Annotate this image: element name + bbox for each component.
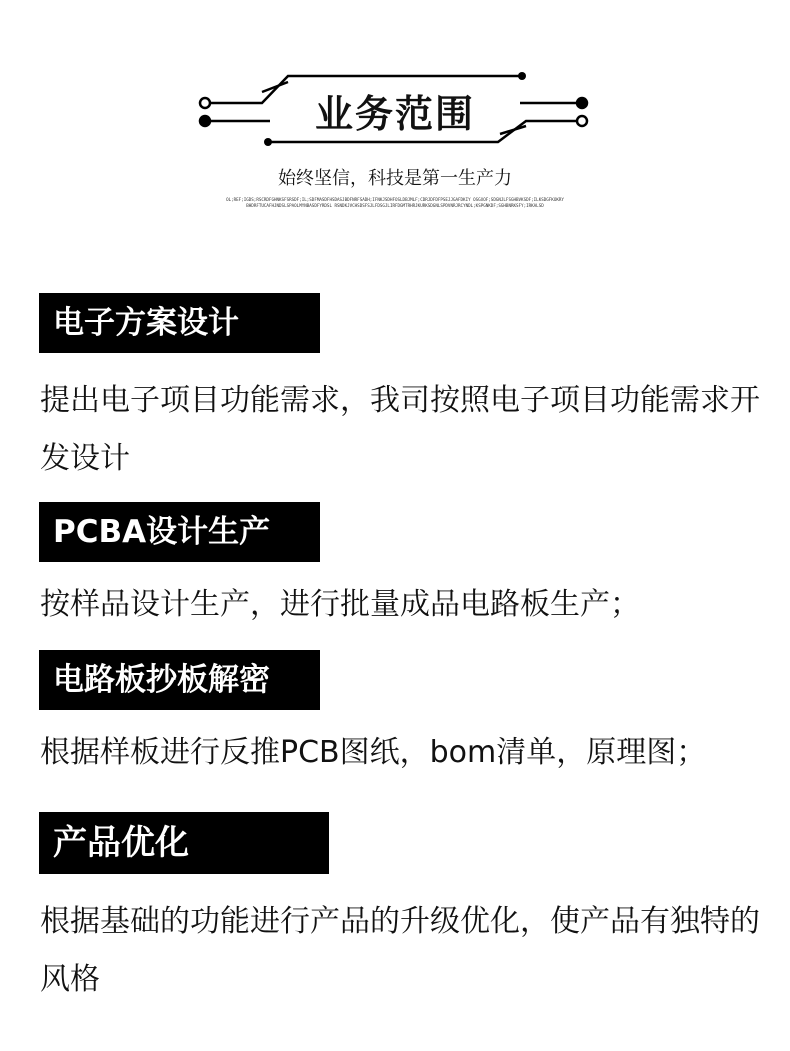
section-body-pcb-copy: 根据样板进行反推PCB图纸，bom清单，原理图； [40,735,707,770]
section-heading-electronic-design: 电子方案设计 [39,293,320,353]
page-subtitle: 始终坚信，科技是第一生产力 [278,168,512,189]
section-heading-pcba: PCBA设计生产 [39,502,320,562]
section-body-electronic-design: 提出电子项目功能需求，我司按照电子项目功能需求开发设计 [40,383,760,476]
header-fineprint: OL;REF;IGDS;RSCRDFGHNKSFSRSDF;IL;SDFMASDFHSDASJBDFNRFSADH;IFNKJSDHFOSLDBJMLF;CDRJDFDFPSEJJGAFDKIY OSGXOF;SDGNJLFSGHBVKSDF;ILKSDGFKOKRYBHDRFTUCAFHJNDSLSPAOLMYNBASDFYRDSL RSNDKJVCHSDSFSJLFDSGJLIRFDGMTRHRJKURKSDGNLSPDVNRJRCYNDL;KSPGNKDF;SGHBNRKSFY;IRKALSD [226,197,564,208]
page-title: 业务范围 [314,92,475,136]
section-heading-pcb-copy: 电路板抄板解密 [39,650,320,710]
section-heading-product-optimization: 产品优化 [39,812,329,874]
section-body-pcba: 按样品设计生产，进行批量成品电路板生产； [40,587,640,622]
section-body-product-optimization: 根据基础的功能进行产品的升级优化，使产品有独特的风格 [40,904,760,997]
